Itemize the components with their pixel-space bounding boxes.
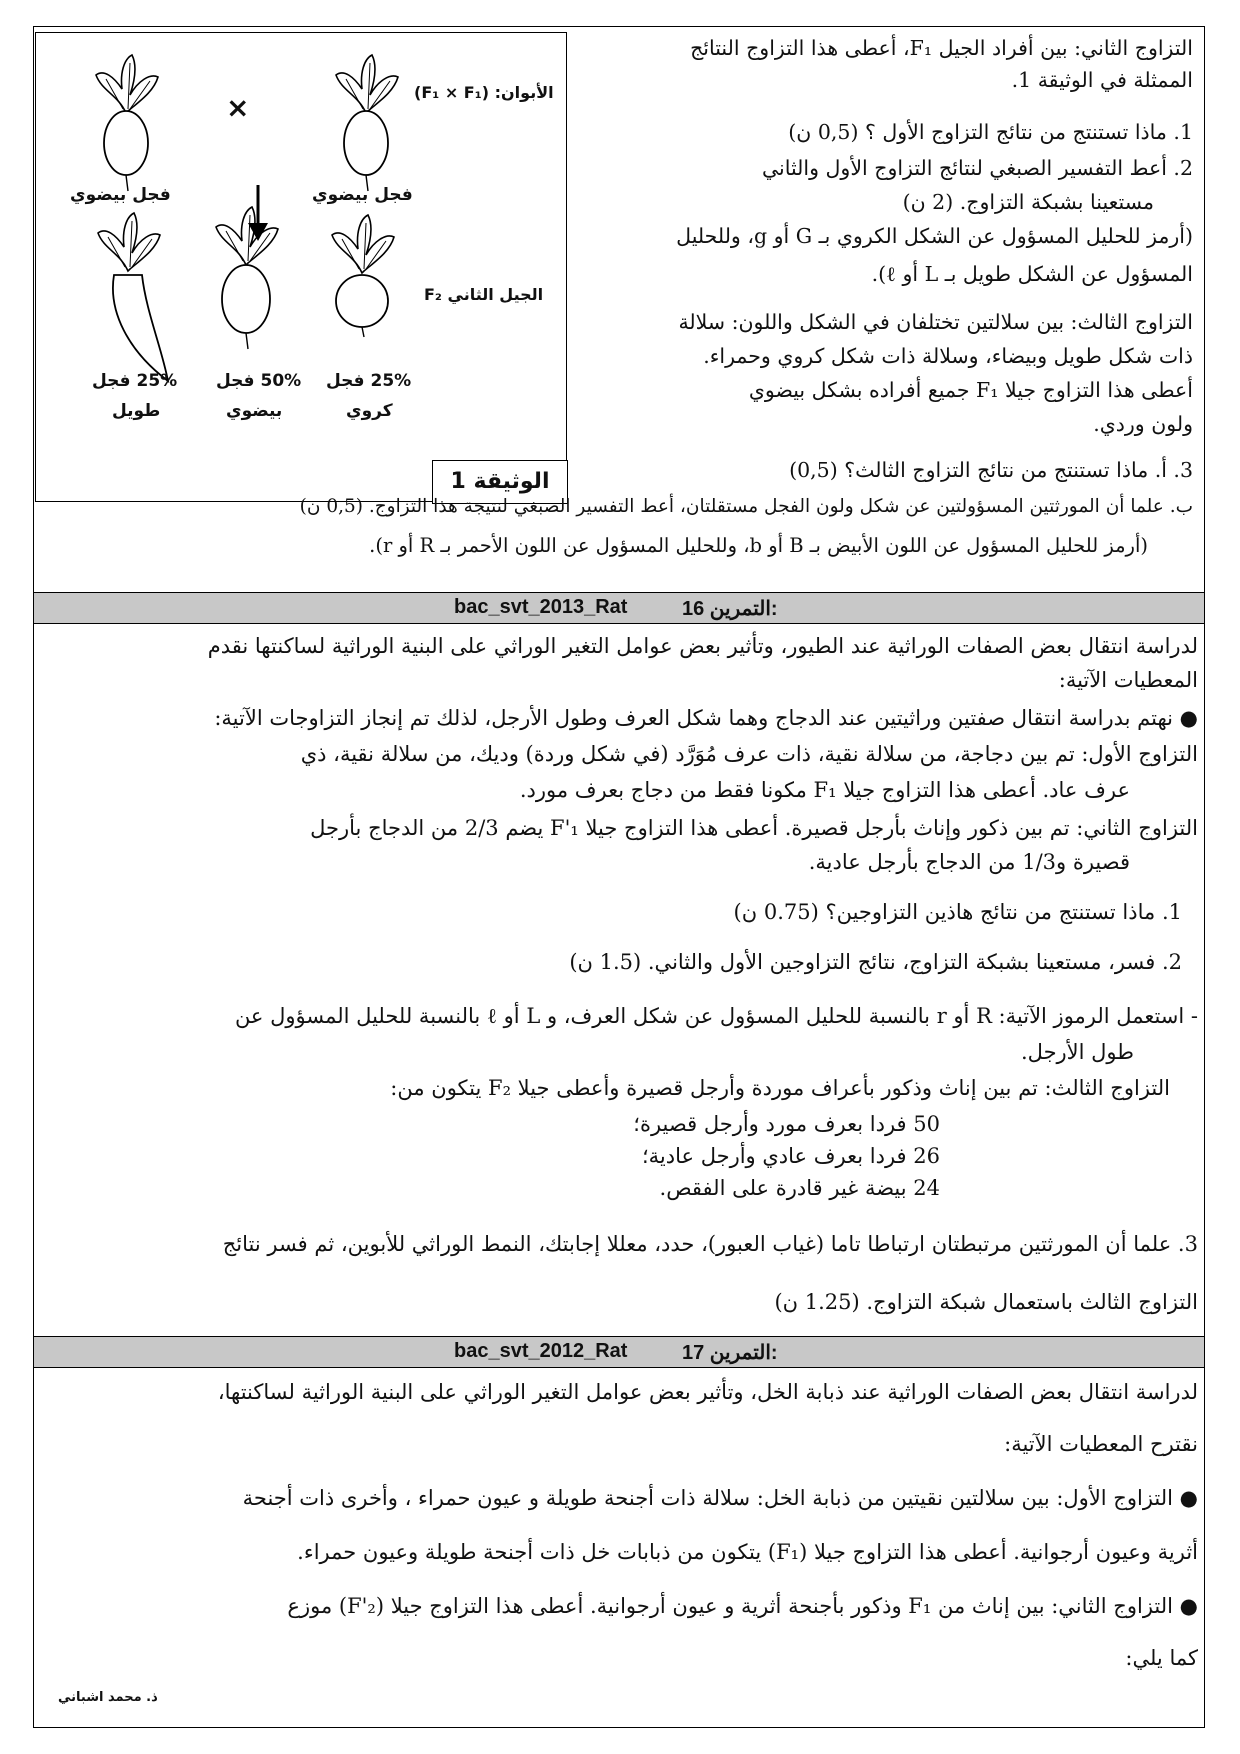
ex16-line-4: التزاوج الأول: تم بين دجاجة، من سلالة نقية، ذات عرف مُوَرَّد (في شكل وردة) وديك، من سلالة نقية، ذي xyxy=(300,742,1198,766)
ex17-line-5: ● التزاوج الثاني: بين إناث من F₁ وذكور بأجنحة أثرية و عيون أرجوانية. أعطى هذا التزاوج جيلا (F'₂) موزع xyxy=(287,1594,1198,1618)
ex16-question-2: 2. فسر، مستعينا بشبكة التزاوج، نتائج التزاوجين الأول والثاني. (1.5 ن) xyxy=(569,950,1182,974)
parent-radish-right xyxy=(336,55,398,191)
exercise-17-number: التمرين 17: xyxy=(682,1342,778,1364)
parent-radish-left xyxy=(96,55,158,191)
ex17-line-1: لدراسة انتقال بعض الصفات الوراثية عند ذبابة الخل، وتأثير بعض عوامل التغير الوراثي على البنية الوراثية لساكنتها، xyxy=(217,1380,1198,1404)
exercise-16-header xyxy=(34,592,1204,624)
offspring-oval-pct: 50% فجل xyxy=(216,371,302,391)
ex16-line-6: التزاوج الثاني: تم بين ذكور وإناث بأرجل قصيرة. أعطى هذا التزاوج جيلا F'₁ يضم 2/3 من الدجاج بأرجل xyxy=(310,816,1198,840)
offspring-round-type: كروي xyxy=(346,401,393,421)
offspring-radish-round xyxy=(332,215,394,337)
sectionA-cross-3-line-3: أعطى هذا التزاوج جيلا F₁ جميع أفراده بشكل بيضوي xyxy=(748,378,1193,402)
ex16-symbols-line-1: - استعمل الرموز الآتية: R أو r بالنسبة للحليل المسؤول عن شكل العرف، و L أو ℓ بالنسبة للحليل المسؤول عن xyxy=(234,1004,1198,1028)
ex16-line-7: قصيرة و1/3 من الدجاج بأرجل عادية. xyxy=(808,850,1130,874)
sectionA-symbols-1: (أرمز للحليل المسؤول عن الشكل الكروي بـ G أو g، وللحليل xyxy=(676,224,1193,248)
offspring-long-type: طويل xyxy=(112,401,161,421)
sectionA-cross-3-line-4: ولون وردي. xyxy=(1093,412,1193,436)
ex16-symbols-line-2: طول الأرجل. xyxy=(1020,1040,1134,1064)
parents-label: الأبوان: (F₁ × F₁) xyxy=(414,83,554,102)
parent-right-label: فجل بيضوي xyxy=(312,185,413,205)
sectionA-question-2: 2. أعط التفسير الصبغي لنتائج التزاوج الأول والثاني xyxy=(761,156,1193,180)
sectionA-question-2-cont: مستعينا بشبكة التزاوج. (2 ن) xyxy=(902,190,1154,214)
ex16-question-3-cont: التزاوج الثالث باستعمال شبكة التزاوج. (1.25 ن) xyxy=(774,1290,1198,1314)
ex16-question-1: 1. ماذا تستنتج من نتائج هاذين التزاوجين؟ (0.75 ن) xyxy=(733,900,1182,924)
radish-cross-illustration xyxy=(36,33,568,503)
ex16-result-2: 26 فردا بعرف عادي وأرجل عادية؛ xyxy=(641,1144,940,1168)
sectionA-cross-3-line-2: ذات شكل طويل وبيضاء، وسلالة ذات شكل كروي وحمراء. xyxy=(703,344,1193,368)
ex17-line-2: نقترح المعطيات الآتية: xyxy=(1004,1432,1198,1456)
ex16-question-3: 3. علما أن المورثتين مرتبطتان ارتباطا تاما (غياب العبور)، حدد، معللا إجابتك، النمط الوراثي للأبوين، ثم فسر نتائج xyxy=(222,1232,1198,1256)
offspring-radish-oval xyxy=(216,207,278,349)
ex16-line-1: لدراسة انتقال بعض الصفات الوراثية عند الطيور، وتأثير بعض عوامل التغير الوراثي على البنية الوراثية لساكنتها نقدم xyxy=(207,634,1198,658)
ex17-line-6: كما يلي: xyxy=(1125,1646,1198,1670)
author-footer: ذ. محمد اشباني xyxy=(58,1690,158,1705)
ex16-cross-3: التزاوج الثالث: تم بين إناث وذكور بأعراف موردة وأرجل قصيرة وأعطى جيلا F₂ يتكون من: xyxy=(390,1076,1170,1100)
ex16-line-5: عرف عاد. أعطى هذا التزاوج جيلا F₁ مكونا فقط من دجاج بعرف مورد. xyxy=(519,778,1130,802)
offspring-round-pct: 25% فجل xyxy=(326,371,412,391)
ex16-result-3: 24 بيضة غير قادرة على الفقص. xyxy=(659,1176,940,1200)
offspring-long-pct: 25% فجل xyxy=(92,371,178,391)
sectionA-question-3a: 3. أ. ماذا تستنتج من نتائج التزاوج الثالث؟ (0,5) xyxy=(789,458,1193,482)
ex17-line-3: ● التزاوج الأول: بين سلالتين نقيتين من ذبابة الخل: سلالة ذات أجنحة طويلة و عيون حمراء ، وأخرى ذات أجنحة xyxy=(242,1486,1198,1510)
sectionA-line-2: الممثلة في الوثيقة 1. xyxy=(1011,68,1193,92)
sectionA-question-1: 1. ماذا تستنتج من نتائج التزاوج الأول ؟ (0,5 ن) xyxy=(788,120,1193,144)
ex17-line-4: أثرية وعيون أرجوانية. أعطى هذا التزاوج جيلا (F₁) يتكون من ذبابات خل ذات أجنحة طويلة وعيون حمراء. xyxy=(297,1540,1198,1564)
sectionA-cross-3-line-1: التزاوج الثالث: بين سلالتين تختلفان في الشكل واللون: سلالة xyxy=(678,310,1193,334)
sectionA-symbols-2: المسؤول عن الشكل طويل بـ L أو ℓ). xyxy=(871,262,1193,286)
exercise-16-code: bac_svt_2013_Rat xyxy=(454,596,628,618)
cross-symbol: × xyxy=(226,91,250,124)
sectionA-line-1: التزاوج الثاني: بين أفراد الجيل F₁، أعطى هذا التزاوج النتائج xyxy=(690,36,1193,60)
sectionA-symbols-3: (أرمز للحليل المسؤول عن اللون الأبيض بـ B أو b، وللحليل المسؤول عن اللون الأحمر بـ R أو r). xyxy=(369,534,1148,557)
exercise-16-number: التمرين 16: xyxy=(682,598,778,620)
offspring-radish-long xyxy=(98,213,168,381)
ex16-line-3: ● نهتم بدراسة انتقال صفتين وراثيتين عند الدجاج وهما شكل العرف وطول الأرجل، لذلك تم إنجاز التزاوجات الآتية: xyxy=(214,706,1198,730)
document-1-figure xyxy=(35,32,567,502)
ex16-result-1: 50 فردا بعرف مورد وأرجل قصيرة؛ xyxy=(633,1112,940,1136)
f2-label: الجيل الثاني F₂ xyxy=(424,285,544,304)
parent-left-label: فجل بيضوي xyxy=(70,185,171,205)
offspring-oval-type: بيضوي xyxy=(226,401,283,421)
document-1-tag: الوثيقة 1 xyxy=(432,460,568,504)
ex16-line-2: المعطيات الآتية: xyxy=(1058,668,1198,692)
exercise-17-code: bac_svt_2012_Rat xyxy=(454,1340,628,1362)
exercise-17-header xyxy=(34,1336,1204,1368)
sectionA-question-3b: ب. علما أن المورثتين المسؤولتين عن شكل ولون الفجل مستقلتان، أعط التفسير الصبغي لنتيجة هذا التزاوج. (0,5 ن) xyxy=(299,496,1193,517)
